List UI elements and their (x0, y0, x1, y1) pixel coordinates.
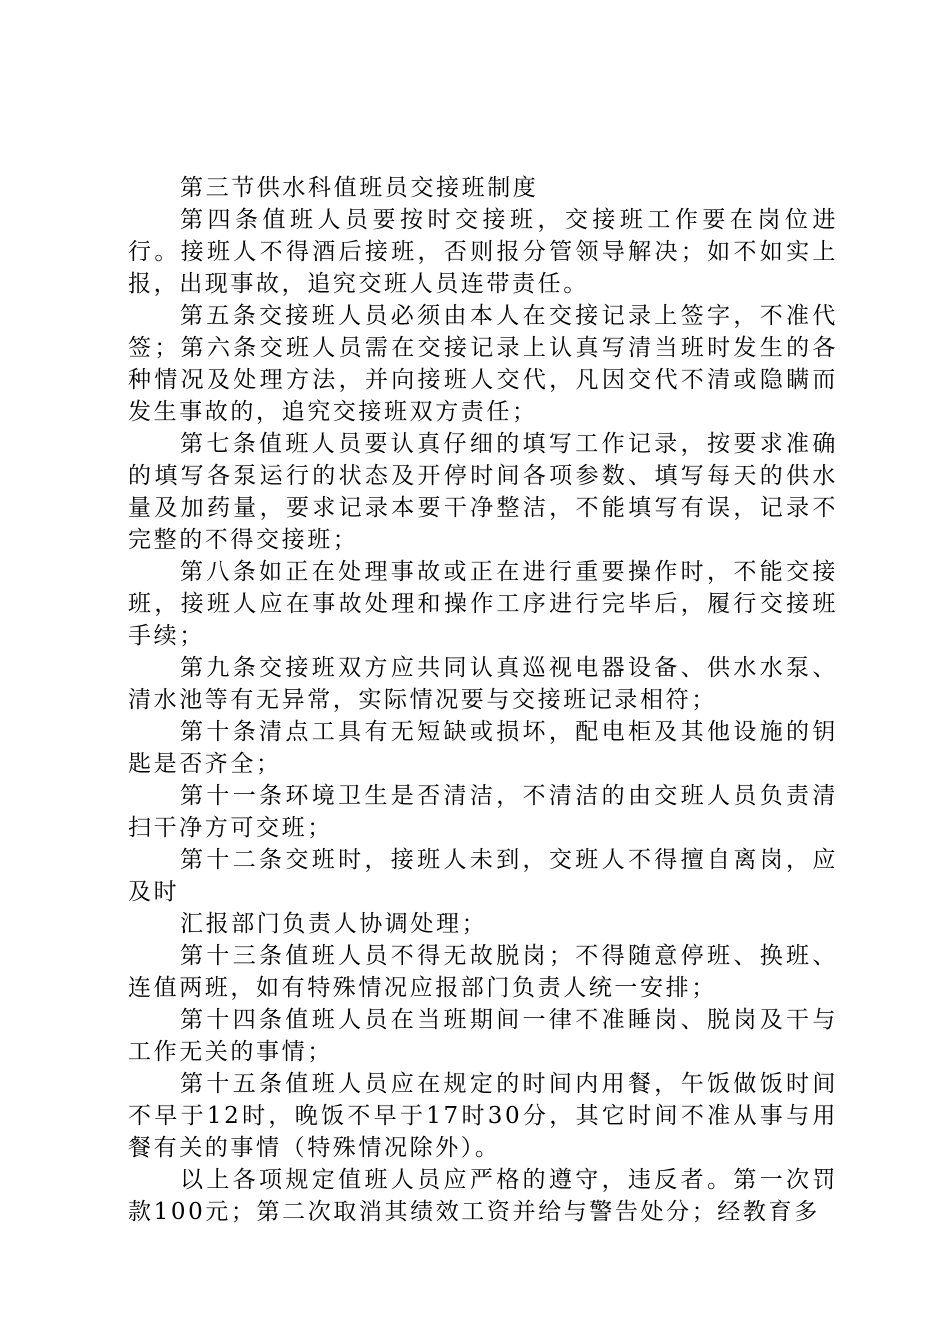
paragraph-article-4: 第四条值班人员要按时交接班，交接班工作要在岗位进行。接班人不得酒后接班，否则报分管领导解决；如不如实上报，出现事故，追究交班人员连带责任。 (128, 207, 838, 297)
paragraph-article-11: 第十一条环境卫生是否清洁，不清洁的由交班人员负责清扫干净方可交班； (128, 783, 838, 841)
paragraph-article-7: 第七条值班人员要认真仔细的填写工作记录，按要求准确的填写各泵运行的状态及开停时间各项参数、填写每天的供水量及加药量，要求记录本要干净整洁，不能填写有误，记录不完整的不得交接班； (128, 431, 838, 553)
paragraph-article-14: 第十四条值班人员在当班期间一律不准睡岗、脱岗及干与工作无关的事情； (128, 1007, 838, 1065)
paragraph-penalties: 以上各项规定值班人员应严格的遵守，违反者。第一次罚款100元；第二次取消其绩效工资并给与警告处分；经教育多 (128, 1167, 838, 1225)
section-heading: 第三节供水科值班员交接班制度 (180, 175, 539, 201)
paragraph-article-10: 第十条清点工具有无短缺或损坏，配电柜及其他设施的钥匙是否齐全； (128, 719, 838, 777)
paragraph-article-12: 第十二条交班时，接班人未到，交班人不得擅自离岗，应及时 (128, 847, 838, 905)
paragraph-article-9: 第九条交接班双方应共同认真巡视电器设备、供水水泵、清水池等有无异常，实际情况要与交接班记录相符； (128, 655, 838, 713)
paragraph-article-13: 第十三条值班人员不得无故脱岗；不得随意停班、换班、连值两班，如有特殊情况应报部门负责人统一安排； (128, 943, 838, 1001)
paragraph-article-12-continued: 汇报部门负责人协调处理； (180, 911, 488, 937)
paragraph-article-15: 第十五条值班人员应在规定的时间内用餐，午饭做饭时间不早于12时，晚饭不早于17时30分，其它时间不准从事与用餐有关的事情（特殊情况除外）。 (128, 1071, 838, 1161)
paragraph-article-8: 第八条如正在处理事故或正在进行重要操作时，不能交接班，接班人应在事故处理和操作工序进行完毕后，履行交接班手续； (128, 559, 838, 649)
document-body (128, 172, 838, 1228)
paragraph-article-5-6: 第五条交接班人员必须由本人在交接记录上签字，不准代签；第六条交班人员需在交接记录上认真写清当班时发生的各种情况及处理方法，并向接班人交代，凡因交代不清或隐瞒而发生事故的，追究交接班双方责任； (128, 303, 838, 425)
